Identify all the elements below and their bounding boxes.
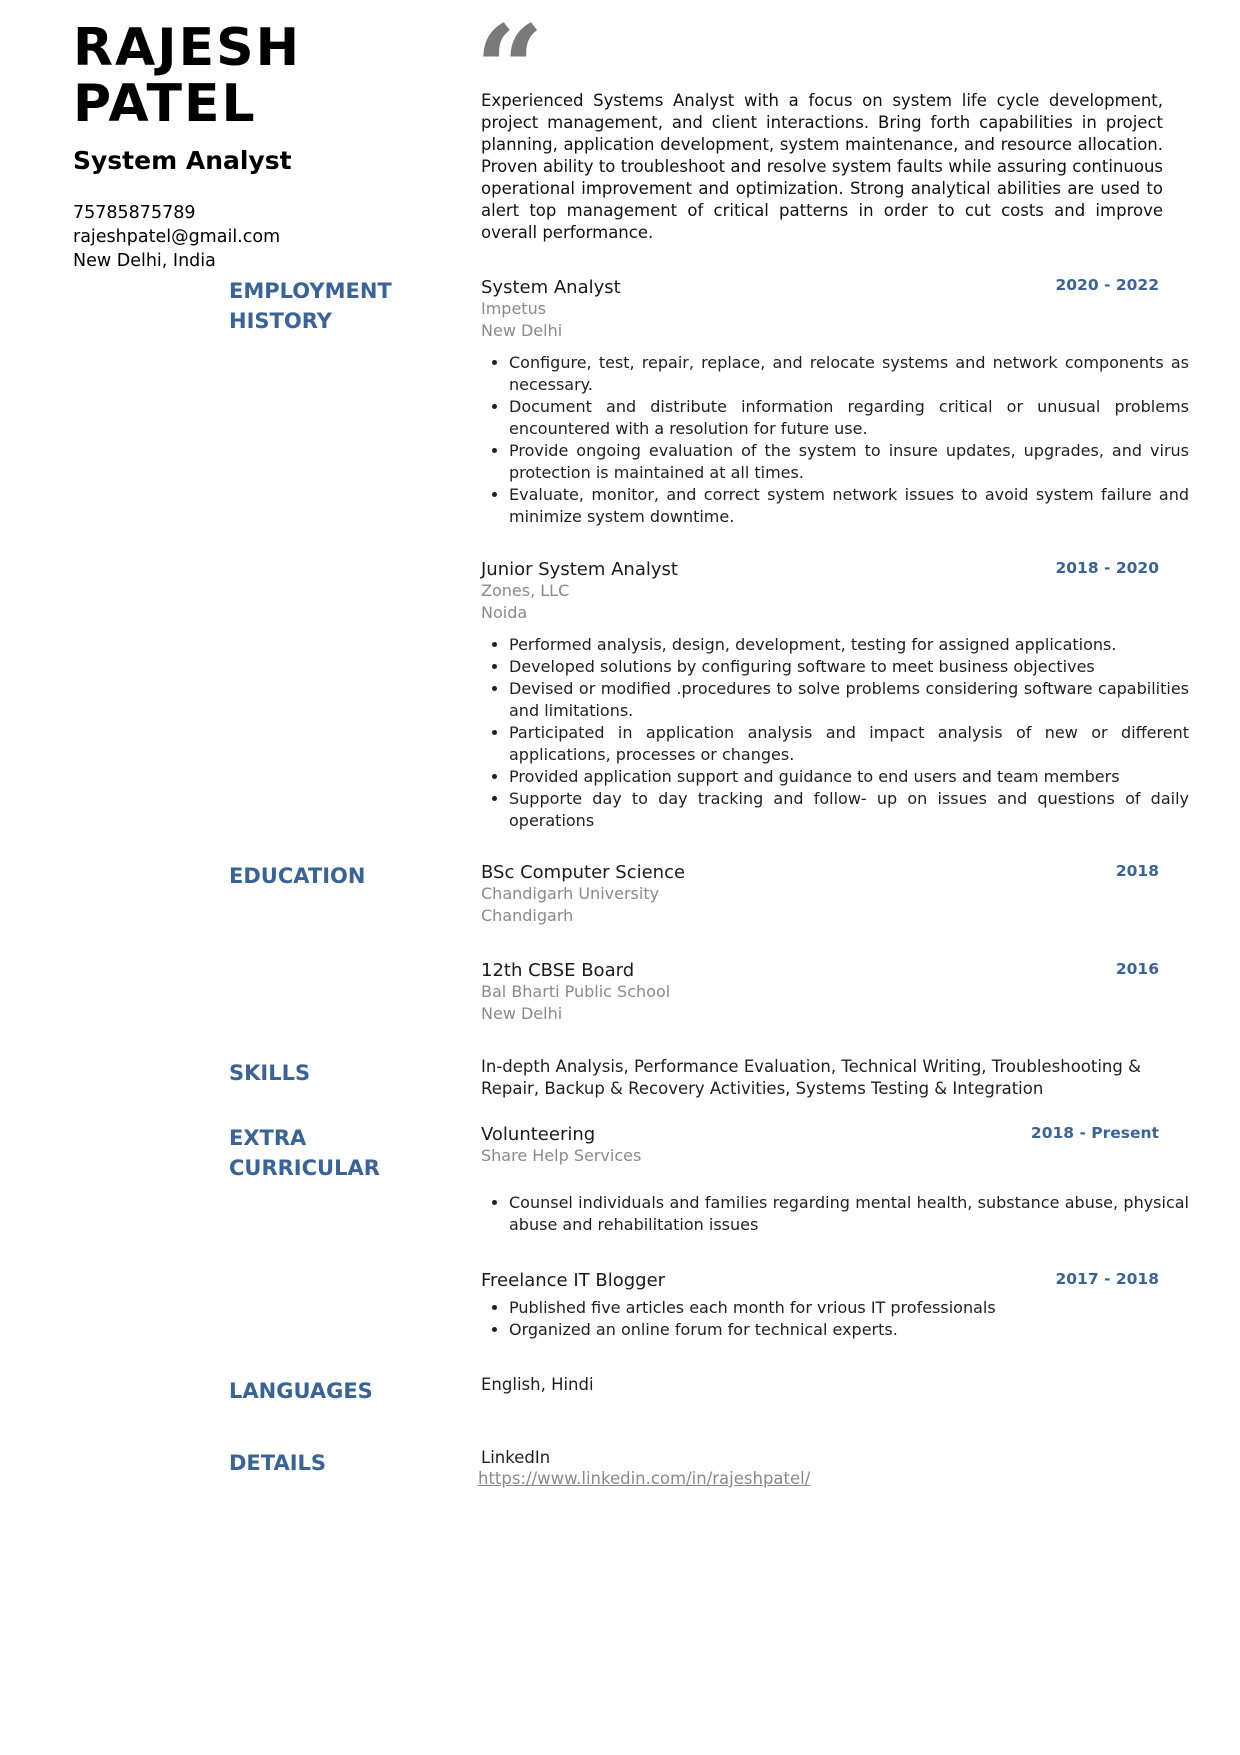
list-item: • Supporte day to day tracking and follow- up on issues and questions of daily operations	[509, 788, 1189, 832]
list-item: • Published five articles each month for vrious IT professionals	[509, 1297, 1189, 1319]
skills-list: In-depth Analysis, Performance Evaluation, Technical Writing, Troubleshooting & Repair, Backup & Recovery Activities, Systems Testing & Integration	[481, 1057, 1141, 1098]
job-title-entry: System Analyst	[481, 277, 621, 298]
section-title-line: EXTRA	[229, 1126, 307, 1150]
languages-list: English, Hindi	[481, 1375, 594, 1394]
job-company: Zones, LLC	[481, 581, 570, 600]
first-name: RAJESH	[73, 18, 302, 78]
list-item: • Document and distribute information regarding critical or unusual problems encountered with a resolution for future use.	[509, 396, 1189, 440]
section-details: DETAILS	[229, 1451, 327, 1475]
linkedin-label: LinkedIn	[481, 1448, 551, 1467]
activity-dates: 2017 - 2018	[1055, 1270, 1159, 1288]
education-degree: 12th CBSE Board	[481, 960, 635, 981]
activity-bullets	[481, 1297, 1189, 1341]
education-degree: BSc Computer Science	[481, 862, 686, 883]
job-title: System Analyst	[73, 146, 292, 175]
job-bullets	[481, 634, 1189, 832]
section-skills: SKILLS	[229, 1061, 311, 1085]
profile-summary: Experienced Systems Analyst with a focus on system life cycle development, project management, and client interactions. Bring forth capabilities in project planning, application development, system maintenance, and resource allocation. Proven ability to troubleshoot and resolve system faults while assuring continuous operational improvement and optimization. Strong analytical abilities are used to alert top management of critical patterns in order to cut costs and improve overall performance.	[481, 91, 1163, 242]
activity-bullets	[481, 1192, 1189, 1236]
candidate-name	[73, 20, 413, 132]
education-school: Chandigarh University	[481, 884, 660, 903]
education-school: Bal Bharti Public School	[481, 982, 671, 1001]
last-name: PATEL	[73, 74, 257, 134]
job-location: Noida	[481, 603, 528, 622]
activity-dates: 2018 - Present	[1030, 1124, 1159, 1142]
list-item: • Provide ongoing evaluation of the system to insure updates, upgrades, and virus protection is maintained at all times.	[509, 440, 1189, 484]
section-education: EDUCATION	[229, 864, 366, 888]
section-employment-history	[229, 276, 429, 336]
education-location: New Delhi	[481, 1004, 563, 1023]
list-item: • Developed solutions by configuring software to meet business objectives	[509, 656, 1189, 678]
job-title-entry: Junior System Analyst	[481, 559, 678, 580]
section-title-line: EMPLOYMENT	[229, 279, 392, 303]
list-item: • Devised or modified .procedures to solve problems considering software capabilities and limitations.	[509, 678, 1189, 722]
list-item: • Evaluate, monitor, and correct system network issues to avoid system failure and minimize system downtime.	[509, 484, 1189, 528]
education-year: 2018	[1115, 862, 1159, 880]
list-item: • Counsel individuals and families regarding mental health, substance abuse, physical abuse and rehabilitation issues	[509, 1192, 1189, 1236]
section-languages: LANGUAGES	[229, 1379, 373, 1403]
job-dates: 2020 - 2022	[1055, 276, 1159, 294]
education-location: Chandigarh	[481, 906, 574, 925]
job-location: New Delhi	[481, 321, 563, 340]
list-item: • Configure, test, repair, replace, and relocate systems and network components as necessary.	[509, 352, 1189, 396]
job-bullets	[481, 352, 1189, 528]
list-item: • Organized an online forum for technical experts.	[509, 1319, 1189, 1341]
section-extra-curricular	[229, 1123, 429, 1183]
linkedin-link[interactable]: https://www.linkedin.com/in/rajeshpatel/	[478, 1469, 811, 1488]
quote-icon: “	[475, 0, 545, 140]
job-dates: 2018 - 2020	[1055, 559, 1159, 577]
list-item: • Provided application support and guidance to end users and team members	[509, 766, 1189, 788]
list-item: • Participated in application analysis and impact analysis of new or different applications, processes or changes.	[509, 722, 1189, 766]
location: New Delhi, India	[73, 251, 216, 271]
section-title-line: CURRICULAR	[229, 1156, 380, 1180]
activity-title: Volunteering	[481, 1124, 596, 1145]
email-address: rajeshpatel@gmail.com	[73, 227, 281, 247]
job-company: Impetus	[481, 299, 547, 318]
section-title-line: HISTORY	[229, 309, 332, 333]
activity-title: Freelance IT Blogger	[481, 1270, 666, 1291]
phone-number: 75785875789	[73, 203, 196, 223]
activity-organization: Share Help Services	[481, 1146, 642, 1165]
education-year: 2016	[1115, 960, 1159, 978]
list-item: • Performed analysis, design, development, testing for assigned applications.	[509, 634, 1189, 656]
